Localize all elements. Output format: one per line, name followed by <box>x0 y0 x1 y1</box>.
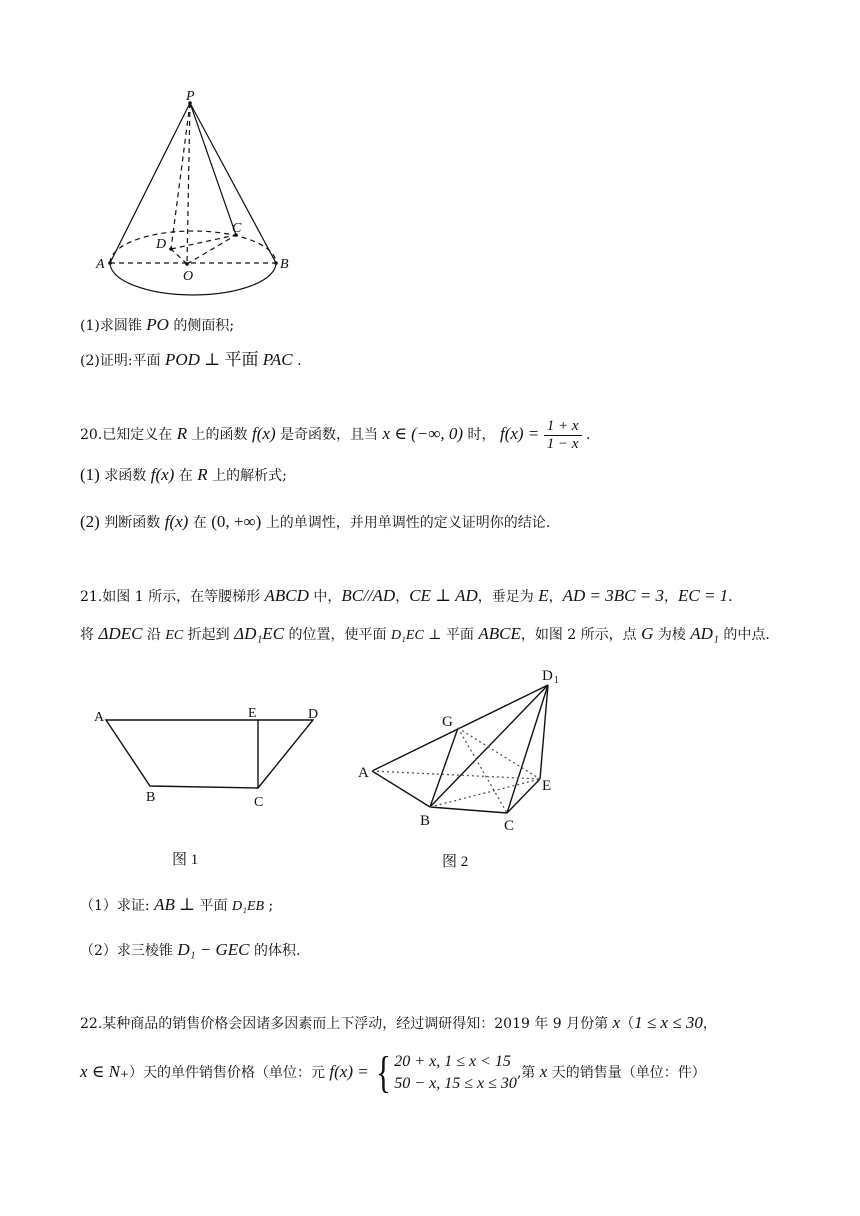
edge-AB <box>372 771 430 807</box>
fig2-label-E: E <box>542 778 552 794</box>
q20-part2: (2) 判断函数 f(x) 在 (0, +∞) 上的单调性，并用单调性的定义证明你的结论. <box>80 512 551 531</box>
q20-stem: 20.已知定义在 R 上的函数 f(x) 是奇函数，且当 x ∈ (−∞, 0) 时， f(x) = $\frac{1 + x}{1 - x}$ . <box>80 417 591 452</box>
cone-label-O: O <box>183 269 194 284</box>
piecewise-cases: 20 + x, 1 ≤ x < 15 50 − x, 15 ≤ x ≤ 30 <box>394 1053 517 1092</box>
q20-part1: (1) 求函数 f(x) 在 R 上的解析式; <box>80 465 287 484</box>
q21-line2: 将 ΔDEC 沿 EC 折起到 ΔD₁EC 的位置，使平面 D₁EC ⊥ 平面 ABCE，如图 2 所示，点 G 为棱 AD₁ 的中点. <box>80 624 770 643</box>
cone-label-B: B <box>280 257 289 272</box>
cone-side-right <box>190 103 276 263</box>
segment-PO <box>187 103 190 264</box>
q22-line2: x ∈ N₊）天的单件销售价格（单位：元 f(x) = { 20 + x, 1 ≤ x < 15 50 − x, 15 ≤ x ≤ 30 ,第 x 天的销售量（单位：件） <box>80 1048 706 1097</box>
cone-label-A: A <box>96 257 105 272</box>
cone-label-P: P <box>186 89 195 104</box>
fig1-label-D: D <box>308 707 319 722</box>
fig2-label-D1: $D_1$ <box>542 668 559 686</box>
cone-side-left <box>110 103 190 263</box>
cone-label-D: D <box>156 237 167 252</box>
figure-1-trapezoid <box>88 700 338 870</box>
q21-part1: （1）求证: AB ⊥ 平面 D₁EB ; <box>80 895 274 914</box>
edge-AD1 <box>372 685 548 771</box>
fig1-caption: 图 1 <box>172 852 199 868</box>
segment-OD <box>171 249 187 264</box>
cone-label-C: C <box>232 221 242 236</box>
piecewise-brace: { <box>376 1048 392 1097</box>
q20-fraction: $\frac{1 + x}{1 - x}$ <box>544 418 582 453</box>
fig2-label-A: A <box>358 765 369 781</box>
segment-DC <box>171 235 236 249</box>
fig1-label-C: C <box>254 795 264 810</box>
fig2-label-B: B <box>420 813 431 829</box>
q22-line1: 22.某种商品的销售价格会因诸多因素而上下浮动，经过调研得知：2019 年 9 月份第 x（1 ≤ x ≤ 30， <box>80 1013 717 1032</box>
q19-part2: (2)证明:平面 POD ⊥ 平面 PAC . <box>80 350 302 369</box>
dotted-BE <box>430 779 540 807</box>
fig2-label-C: C <box>504 818 515 834</box>
segment-OC <box>187 235 236 264</box>
cone-base-back <box>110 231 276 263</box>
q19-part1: (1)求圆锥 PO 的侧面积; <box>80 315 235 334</box>
fig2-label-G: G <box>442 714 453 730</box>
fig1-label-A: A <box>94 710 105 725</box>
fig2-caption: 图 2 <box>442 854 469 870</box>
q21-line1: 21.如图 1 所示，在等腰梯形 ABCD 中，BC//AD，CE ⊥ AD，垂足为 E，AD = 3BC = 3，EC = 1. <box>80 586 733 605</box>
cone-figure <box>90 88 300 308</box>
figure-2-pyramid <box>350 660 590 875</box>
fig1-label-B: B <box>146 790 156 805</box>
segment-PC <box>190 103 236 235</box>
fig1-label-E: E <box>248 706 257 721</box>
q21-part2: （2）求三棱锥 D₁ − GEC 的体积. <box>80 940 301 959</box>
dotted-AE <box>372 771 540 779</box>
edge-BC <box>430 807 507 813</box>
segment-PD <box>171 103 190 249</box>
trapezoid-ABCD <box>106 720 313 788</box>
